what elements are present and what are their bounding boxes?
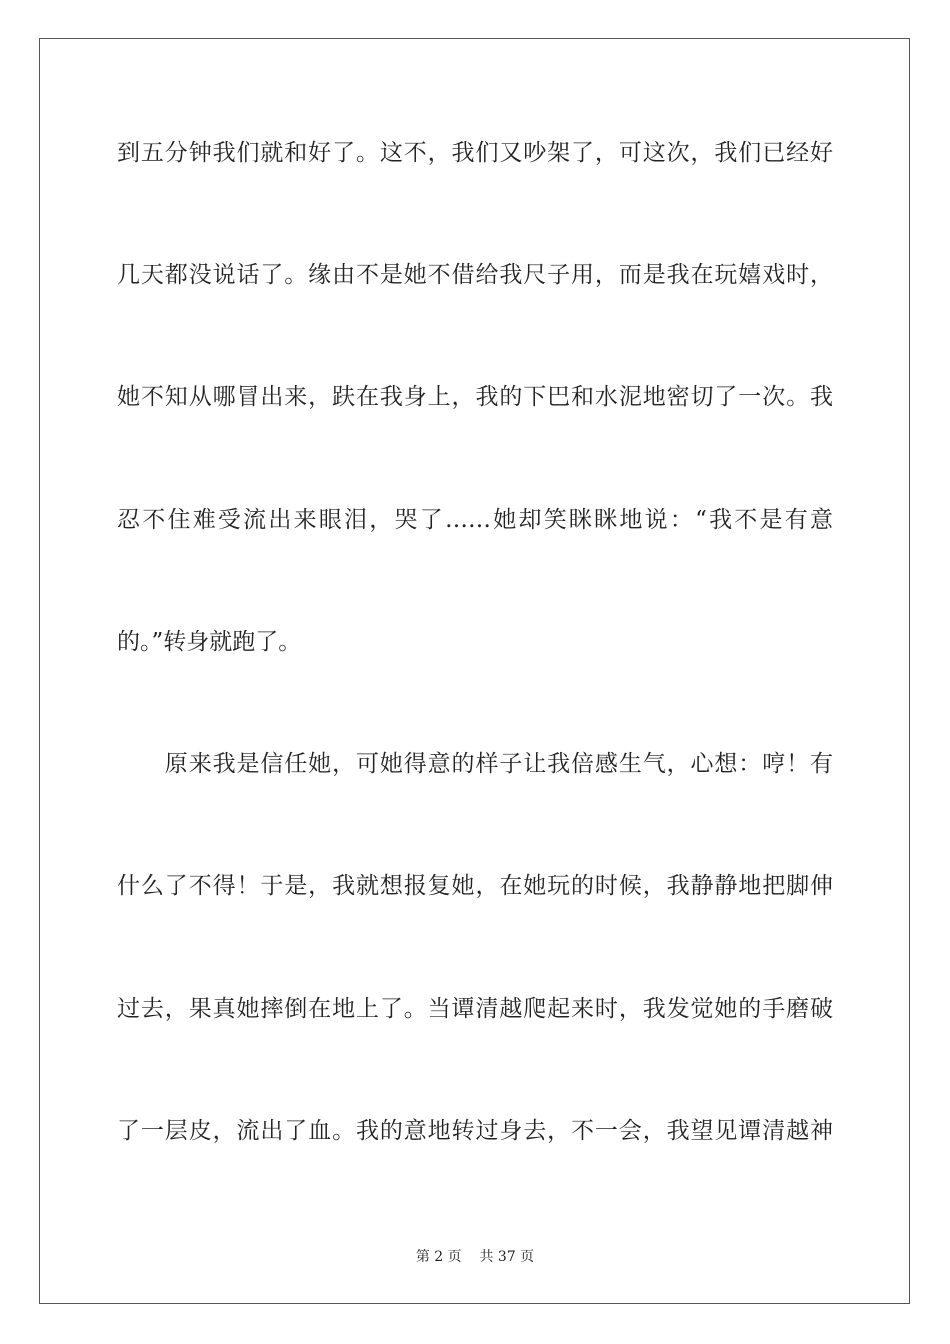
page-border bbox=[39, 38, 910, 1304]
text-line: 什么了不得！于是，我就想报复她，在她玩的时候，我静静地把脚伸 bbox=[117, 873, 833, 899]
text-line: 忍不住难受流出来眼泪，哭了……她却笑眯眯地说：“我不是有意 bbox=[117, 507, 833, 533]
text-line: 到五分钟我们就和好了。这不，我们又吵架了，可这次，我们已经好 bbox=[117, 140, 833, 166]
text-line: 她不知从哪冒出来，趺在我身上，我的下巴和水泥地密切了一次。我 bbox=[117, 384, 833, 410]
page-total: 共 37 页 bbox=[479, 1249, 535, 1265]
paragraph-first-line: 原来我是信任她，可她得意的样子让我倍感生气，心想：哼！有 bbox=[117, 751, 833, 777]
text-line: 了一层皮，流出了血。我的意地转过身去，不一会，我望见谭清越神 bbox=[117, 1118, 833, 1144]
page-footer bbox=[0, 1246, 950, 1266]
text-line: 过去，果真她摔倒在地上了。当谭清越爬起来时，我发觉她的手磨破 bbox=[117, 996, 833, 1022]
page-number: 第 2 页 bbox=[415, 1249, 462, 1265]
text-line: 几天都没说话了。缘由不是她不借给我尺子用，而是我在玩嬉戏时， bbox=[117, 262, 833, 288]
text-line: 的。”转身就跑了。 bbox=[117, 629, 302, 655]
